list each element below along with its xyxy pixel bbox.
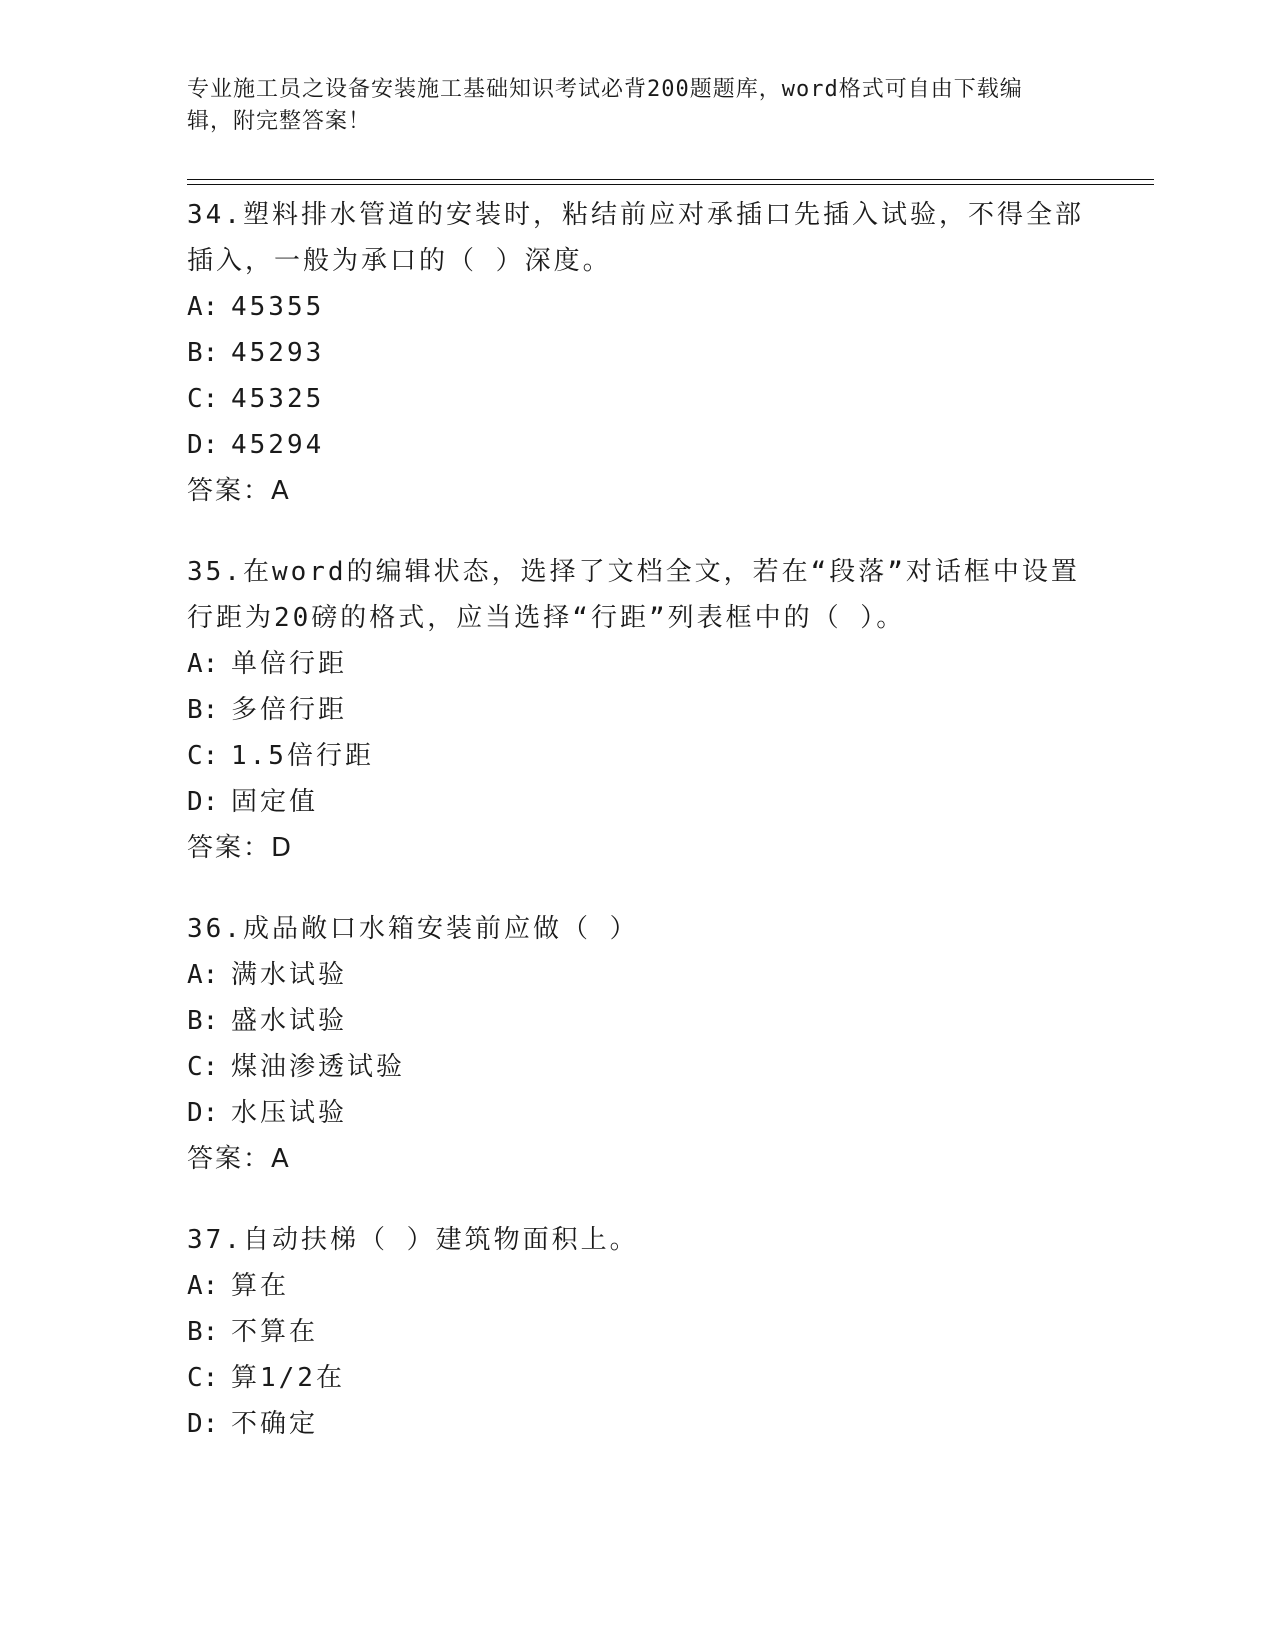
- option-a: [187, 641, 1087, 687]
- question-stem: 35.在word的编辑状态，选择了文档全文，若在“段落”对话框中设置行距为20磅的格式，应当选择“行距”列表框中的（ ）。: [187, 557, 1080, 633]
- option-b: [187, 687, 1087, 733]
- option-text: 多倍行距: [231, 695, 348, 725]
- option-d: [187, 1401, 1087, 1447]
- option-text: 不确定: [231, 1409, 319, 1439]
- question-stem: 36.成品敞口水箱安装前应做（ ）: [187, 914, 639, 944]
- option-letter: C:: [187, 384, 219, 414]
- option-text: 算1/2在: [231, 1363, 345, 1393]
- option-letter: B:: [187, 695, 219, 725]
- answer-line: 答案：A: [187, 476, 291, 506]
- option-letter: B:: [187, 338, 219, 368]
- option-text: 1.5倍行距: [231, 741, 374, 771]
- question-stem: 37.自动扶梯（ ）建筑物面积上。: [187, 1225, 639, 1255]
- option-letter: B:: [187, 1317, 219, 1347]
- question-34: [187, 192, 1087, 514]
- option-letter: D:: [187, 787, 219, 817]
- option-text: 水压试验: [231, 1098, 348, 1128]
- document-header: 专业施工员之设备安装施工基础知识考试必背200题题库，word格式可自由下载编辑，附完整答案！: [187, 77, 1023, 134]
- option-letter: B:: [187, 1006, 219, 1036]
- option-letter: A:: [187, 960, 219, 990]
- option-b: [187, 330, 1087, 376]
- question-37: [187, 1217, 1087, 1447]
- option-b: [187, 998, 1087, 1044]
- option-letter: A:: [187, 292, 219, 322]
- option-a: [187, 284, 1087, 330]
- option-letter: C:: [187, 741, 219, 771]
- question-list: [187, 192, 1087, 1482]
- option-d: [187, 779, 1087, 825]
- question-36: [187, 906, 1087, 1182]
- header-rule-bottom: [187, 184, 1154, 185]
- option-text: 45293: [231, 338, 325, 368]
- option-text: 满水试验: [231, 960, 348, 990]
- answer-line: 答案：A: [187, 1144, 291, 1174]
- option-letter: C:: [187, 1363, 219, 1393]
- option-text: 盛水试验: [231, 1006, 348, 1036]
- option-text: 45294: [231, 430, 325, 460]
- answer-line: 答案：D: [187, 833, 294, 863]
- option-letter: D:: [187, 1409, 219, 1439]
- option-c: [187, 1355, 1087, 1401]
- option-c: [187, 733, 1087, 779]
- option-text: 煤油渗透试验: [231, 1052, 406, 1082]
- option-a: [187, 952, 1087, 998]
- option-text: 45355: [231, 292, 325, 322]
- option-letter: D:: [187, 1098, 219, 1128]
- option-text: 单倍行距: [231, 649, 348, 679]
- option-c: [187, 376, 1087, 422]
- option-b: [187, 1309, 1087, 1355]
- option-letter: D:: [187, 430, 219, 460]
- option-letter: C:: [187, 1052, 219, 1082]
- option-d: [187, 422, 1087, 468]
- question-stem: 34.塑料排水管道的安装时，粘结前应对承插口先插入试验，不得全部插入，一般为承口的（ ）深度。: [187, 200, 1084, 276]
- option-letter: A:: [187, 1271, 219, 1301]
- option-text: 45325: [231, 384, 325, 414]
- question-35: [187, 549, 1087, 871]
- option-text: 固定值: [231, 787, 319, 817]
- option-a: [187, 1263, 1087, 1309]
- header-rule-top: [187, 179, 1154, 180]
- option-text: 算在: [231, 1271, 290, 1301]
- option-letter: A:: [187, 649, 219, 679]
- option-text: 不算在: [231, 1317, 319, 1347]
- option-d: [187, 1090, 1087, 1136]
- option-c: [187, 1044, 1087, 1090]
